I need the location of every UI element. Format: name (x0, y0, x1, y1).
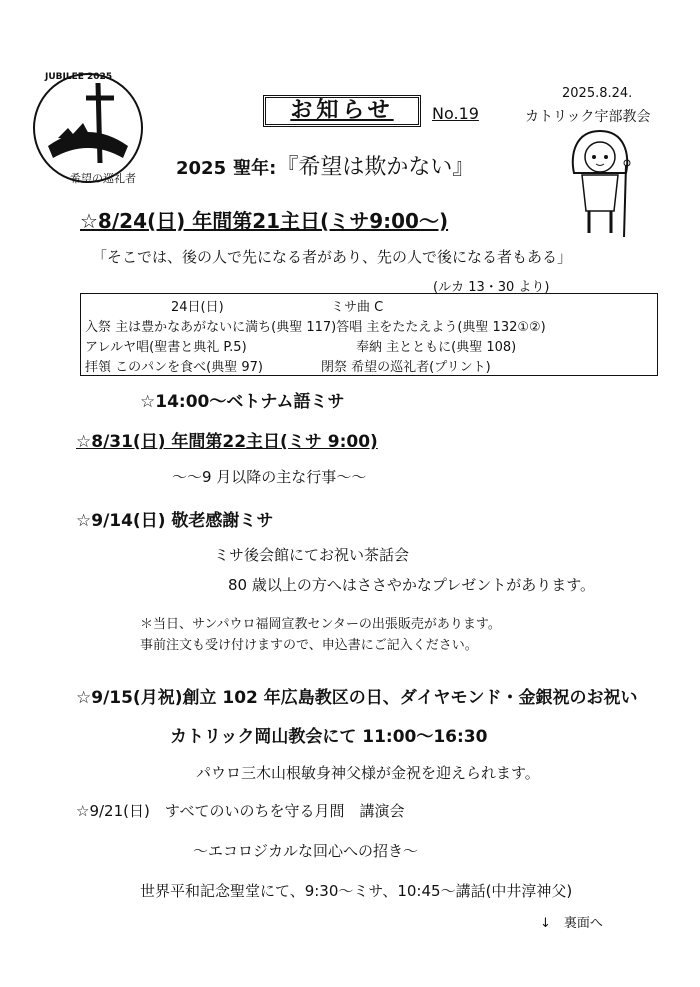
hooded-pilgrim-girl-illustration-icon (560, 125, 640, 240)
liturgy-alleluia: アレルヤ唱(聖書と典礼 P.5) (85, 340, 247, 355)
logo-text-top: JUBILEE 2025 (45, 72, 113, 82)
gospel-quote: 「そこでは、後の人で先になる者があり、先の人で後になる者もある」 (92, 248, 573, 266)
hiroshima-jubilee-note: パウロ三木山根敏身神父様が金祝を迎えられます。 (196, 764, 540, 782)
theme-label: 聖年: (233, 158, 277, 179)
liturgy-line-1: 入祭 主は豊かなあがないに満ち(典聖 117)答唱 主をたたえよう(典聖 132①②) (85, 320, 546, 335)
events-section-title: 〜〜9 月以降の主な行事〜〜 (172, 468, 367, 486)
sunday-0831-heading: ☆8/31(日) 年間第22主日(ミサ 9:00) (76, 432, 378, 452)
lecture-heading: ☆9/21(日) すべてのいのちを守る月間 講演会 (76, 802, 405, 820)
respect-aged-heading: ☆9/14(日) 敬老感謝ミサ (76, 511, 274, 531)
hiroshima-diocese-heading: ☆9/15(月祝)創立 102 年広島教区の日、ダイヤモンド・金銀祝のお祝い (76, 688, 638, 708)
liturgy-mass-setting: ミサ曲 C (331, 300, 384, 315)
gospel-quote-source: (ルカ 13・30 より) (433, 280, 550, 295)
liturgy-offertory: 奉納 主とともに(典聖 108) (356, 340, 517, 355)
church-name: カトリック宇部教会 (525, 109, 651, 125)
lecture-subtitle: 〜エコロジカルな回心への招き〜 (193, 842, 419, 860)
issue-number: No.19 (432, 104, 479, 123)
theme-motto: 『希望は欺かない』 (276, 155, 475, 180)
respect-aged-note-2: 事前注文も受け付けますので、申込書にご記入ください。 (140, 638, 478, 653)
sunday-0824-heading: ☆8/24(日) 年間第21主日(ミサ9:00〜) (80, 209, 449, 233)
vietnamese-mass: ☆14:00〜ベトナム語ミサ (140, 392, 345, 412)
jubilee-theme (176, 150, 474, 181)
respect-aged-note-1: ＊当日、サンパウロ福岡宣教センターの出張販売があります。 (140, 617, 501, 632)
continue-overleaf: ↓ 裏面へ (540, 916, 603, 931)
respect-aged-line-1: ミサ後会館にてお祝い茶話会 (214, 546, 410, 564)
liturgy-recessional: 閉祭 希望の巡礼者(プリント) (321, 360, 491, 375)
logo-text-bottom: 希望の巡礼者 (70, 172, 136, 185)
theme-year: 2025 (176, 158, 227, 179)
liturgy-day: 24日(日) (171, 300, 224, 315)
hiroshima-venue: カトリック岡山教会にて 11:00〜16:30 (170, 727, 488, 747)
issue-date: 2025.8.24. (562, 86, 633, 101)
page-title: お知らせ (263, 95, 421, 127)
respect-aged-line-2: 80 歳以上の方へはささやかなプレゼントがあります。 (228, 576, 596, 594)
lecture-venue: 世界平和記念聖堂にて、9:30〜ミサ、10:45〜講話(中井淳神父) (140, 882, 573, 900)
liturgy-communion: 拝領 このパンを食べ(典聖 97) (85, 360, 263, 375)
liturgy-song-box (80, 293, 658, 376)
